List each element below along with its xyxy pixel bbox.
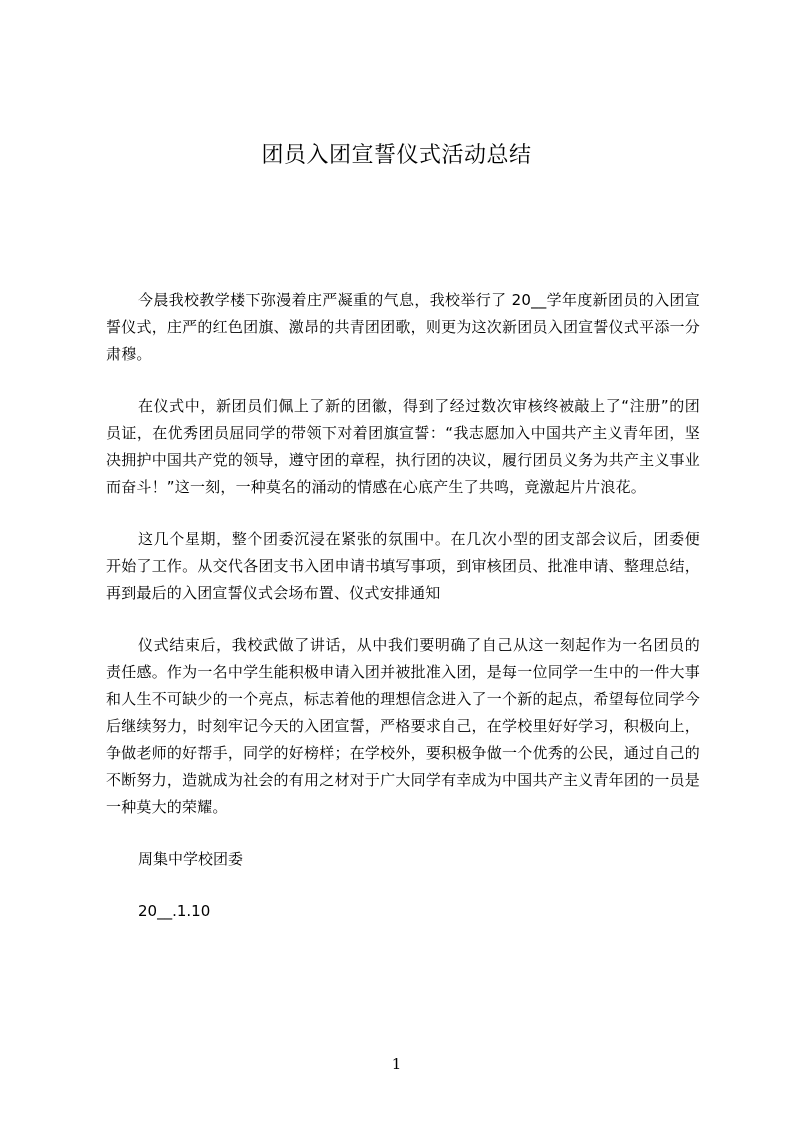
document-title: 团员入团宣誓仪式活动总结: [261, 143, 532, 168]
paragraph-1: 今晨我校教学楼下弥漫着庄严凝重的气息，我校举行了 20__学年度新团员的入团宣誓仪式，庄严的红色团旗、激昂的共青团团歌，则更为这次新团员入团宣誓仪式平添一分肃穆。: [106, 291, 700, 363]
page-number: 1: [391, 1055, 402, 1073]
document-body: [106, 287, 700, 950]
signature: 周集中学校团委: [138, 850, 244, 868]
paragraph-4: 仪式结束后，我校武做了讲话，从中我们要明确了自己从这一刻起作为一名团员的责任感。作为一名中学生能积极申请入团并被批准入团，是每一位同学一生中的一件大事和人生不可缺少的一个亮点，标志着他的理想信念进入了一个新的起点，希望每位同学今后继续努力，时刻牢记今天的入团宣誓，严格要求自己，在学校里好好学习，积极向上，争做老师的好帮手，同学的好榜样；在学校外，要积极争做一个优秀的公民，通过自己的不断努力，造就成为社会的有用之材对于广大同学有幸成为中国共产主义青年团的一员是一种莫大的荣耀。: [106, 636, 700, 816]
paragraph-2: 在仪式中，新团员们佩上了新的团徽，得到了经过数次审核终被敲上了“注册”的团员证，在优秀团员屈同学的带领下对着团旗宣誓：“我志愿加入中国共产主义青年团，坚决拥护中国共产党的领导，遵守团的章程，执行团的决议，履行团员义务为共产主义事业而奋斗！”这一刻，一种莫名的涌动的情感在心底产生了共鸣，竟激起片片浪花。: [106, 397, 700, 496]
date: 20__.1.10: [138, 902, 211, 920]
paragraph-3: 这几个星期，整个团委沉浸在紧张的氛围中。在几次小型的团支部会议后，团委便开始了工作。从交代各团支书入团申请书填写事项，到审核团员、批准申请、整理总结，再到最后的入团宣誓仪式会场布置、仪式安排通知: [106, 530, 700, 602]
